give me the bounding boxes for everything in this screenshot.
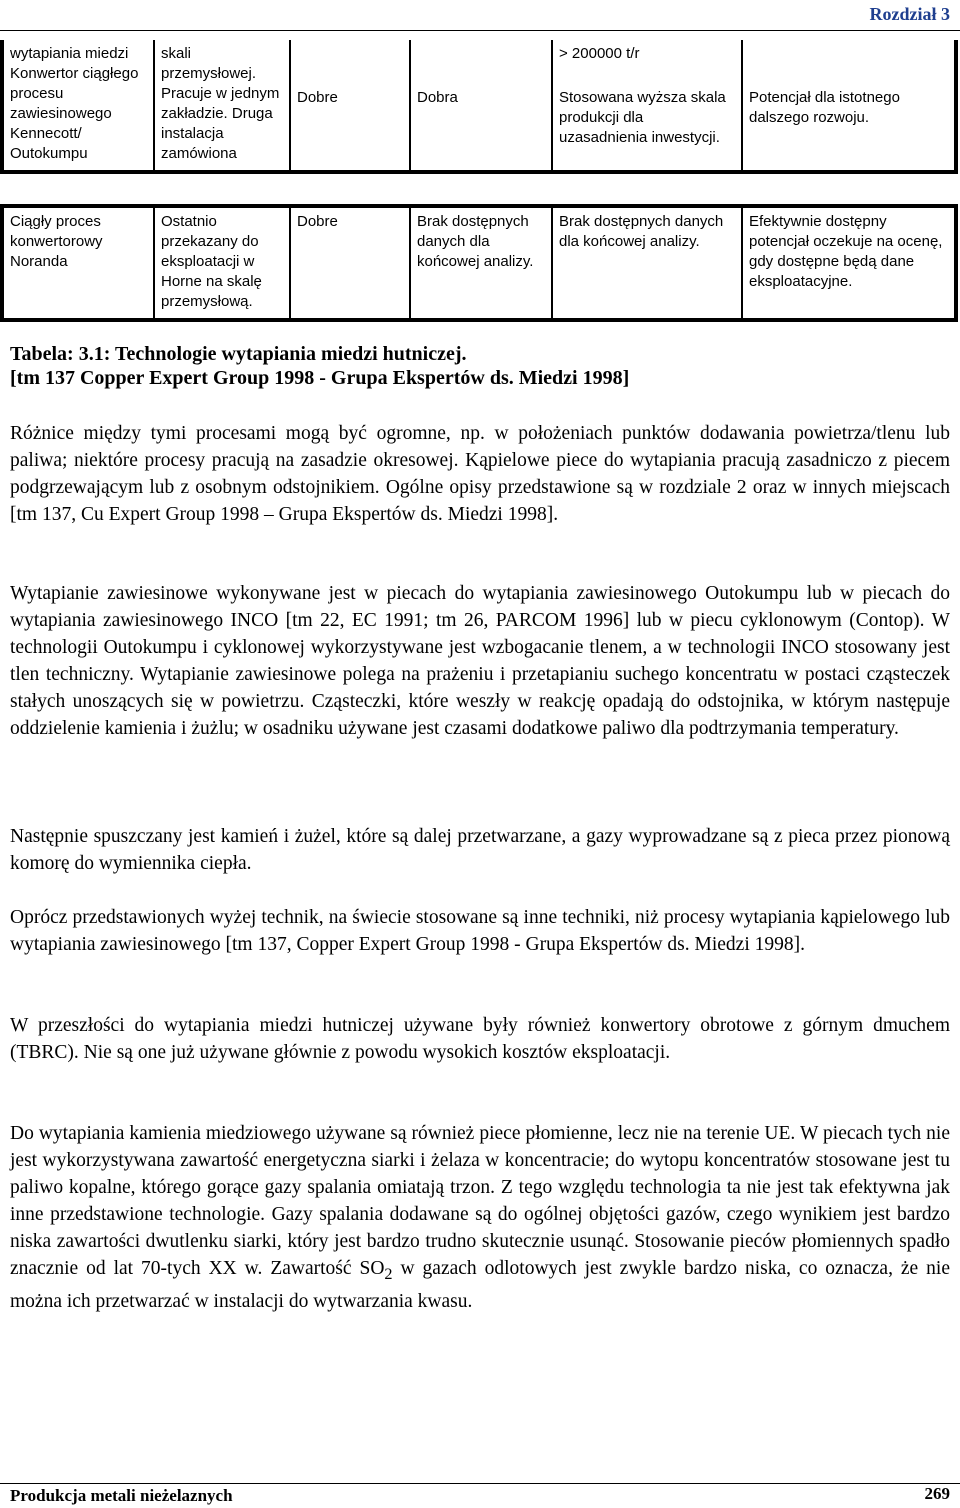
footer-rule bbox=[0, 1483, 960, 1484]
table-cell-status bbox=[154, 206, 290, 320]
paragraph-6 bbox=[10, 1120, 950, 1315]
table-row bbox=[2, 206, 956, 320]
cell-text: Ciągły proces konwertorowy Noranda bbox=[10, 213, 103, 270]
cell-text: skali przemysłowej. bbox=[161, 45, 257, 82]
cell-text: Pracuje w jednym zakładzie. Druga instalacja zamówiona bbox=[161, 85, 280, 162]
table-cell-technology bbox=[2, 206, 154, 320]
table-cell-scale bbox=[552, 40, 742, 172]
table-cell-technology bbox=[2, 40, 154, 172]
paragraph-4 bbox=[10, 904, 950, 958]
cell-text: Dobre bbox=[297, 213, 338, 230]
caption-line-1: Tabela: 3.1: Technologie wytapiania miedzi hutniczej. bbox=[10, 343, 467, 365]
header-rule bbox=[0, 30, 960, 31]
table-cell-rating-1 bbox=[290, 40, 410, 172]
table-row bbox=[2, 40, 956, 172]
cell-text: > 200000 t/r bbox=[559, 45, 640, 62]
paragraph-1 bbox=[10, 420, 950, 528]
cell-text: Dobre bbox=[297, 89, 338, 106]
cell-text: Dobra bbox=[417, 89, 458, 106]
caption-line-2: [tm 137 Copper Expert Group 1998 - Grupa Ekspertów ds. Miedzi 1998] bbox=[10, 367, 630, 389]
subscript-2: 2 bbox=[384, 1264, 393, 1283]
paragraph-text: Następnie spuszczany jest kamień i żużel, które są dalej przetwarzane, a gazy wyprowadzane są z pieca przez pionową komorę do wymiennika ciepła. bbox=[10, 826, 950, 874]
table-cell-rating-2 bbox=[410, 40, 552, 172]
cell-text: wytapiania miedzi Konwertor ciągłego procesu zawiesinowego Kennecott/ Outokumpu bbox=[10, 45, 139, 162]
paragraph-2 bbox=[10, 580, 950, 742]
table-cell-potential bbox=[742, 206, 956, 320]
paragraph-text-part: w gazach odlotowych jest zwykle bardzo niska, co oznacza, że nie można ich przetwarzać w instalacji do wytwarzania kwasu. bbox=[10, 1258, 950, 1312]
cell-text: Brak dostępnych danych dla końcowej analizy. bbox=[417, 213, 534, 270]
cell-text: Brak dostępnych danych dla końcowej analizy. bbox=[559, 213, 724, 250]
cell-text: Efektywnie dostępny potencjał oczekuje na ocenę, gdy dostępne będą dane eksploatacyjne. bbox=[749, 213, 943, 290]
table-cell-rating-1 bbox=[290, 206, 410, 320]
cell-text: Potencjał dla istotnego dalszego rozwoju. bbox=[749, 89, 900, 126]
paragraph-3 bbox=[10, 823, 950, 877]
technology-table-part-2 bbox=[0, 204, 958, 322]
page-number: 269 bbox=[924, 1484, 950, 1503]
paragraph-text bbox=[10, 1120, 950, 1315]
paragraph-text: Różnice między tymi procesami mogą być ogromne, np. w położeniach punktów dodawania powietrza/tlenu lub paliwa; niektóre procesy pracują na zasadzie okresowej. Kąpielowe piece do wytapiania pracują zasadniczo z piecem podgrzewającym lub z osobnym odstojnikiem. Ogólne opisy przedstawione są w rozdziale 2 oraz w innych miejscach [tm 137, Cu Expert Group 1998 – Grupa Ekspertów ds. Miedzi 1998]. bbox=[10, 423, 950, 525]
table-cell-potential bbox=[742, 40, 956, 172]
paragraph-text-part: Do wytapiania kamienia miedziowego używane są również piece płomienne, lecz nie na terenie UE. W piecach tych nie jest wykorzystywana zawartość energetyczna siarki i żelaza w koncentracie; do wytopu koncentratów stosowane jest tu paliwo kopalne, którego gorące gazy spalania omiatają trzon. Z tego względu technologia ta nie jest tak efektywna jak inne przedstawione technologie. Gazy spalania dodawane są do ogólnej objętości gazów, czego wynikiem jest bardzo niska zawartości dwutlenku siarki, który jest bardzo trudno skutecznie usunąć. Stosowanie pieców płomiennych spadło znacznie od lat 70-tych XX w. Zawartość SO bbox=[10, 1123, 950, 1279]
paragraph-text: Wytapianie zawiesinowe wykonywane jest w piecach do wytapiania zawiesinowego Outokumpu lub w piecach do wytapiania zawiesinowego INCO [tm 22, EC 1991; tm 26, PARCOM 1996] lub w piecu cyklonowym (Contop). W technologii Outokumpu i cyklonowej wykorzystywane jest wzbogacanie tlenem, a w technologii INCO stosowany jest tlen techniczny. Wytapianie zawiesinowe polega na prażeniu i przetapianiu suchego koncentratu w postaci cząsteczek stałych unoszących się w powietrzu. Cząsteczki, które weszły w reakcję opadają do odstojnika, w którym następuje oddzielenie kamienia i żużlu; w osadniku używane jest czasami dodatkowe paliwo dla podtrzymania temperatury. bbox=[10, 583, 950, 739]
technology-table-part-1 bbox=[0, 40, 958, 174]
table-cell-scale bbox=[552, 206, 742, 320]
cell-text: Ostatnio przekazany do eksploatacji w Horne na skalę przemysłową. bbox=[161, 213, 262, 310]
table-caption bbox=[10, 342, 629, 390]
paragraph-text: Oprócz przedstawionych wyżej technik, na świecie stosowane są inne techniki, niż procesy wytapiania kąpielowego lub wytapiania zawiesinowego [tm 137, Copper Expert Group 1998 - Grupa Ekspertów ds. Miedzi 1998]. bbox=[10, 907, 950, 955]
table-cell-status bbox=[154, 40, 290, 172]
footer-title: Produkcja metali nieżelaznych bbox=[10, 1486, 233, 1505]
cell-text: Stosowana wyższa skala produkcji dla uzasadnienia inwestycji. bbox=[559, 89, 726, 146]
table-cell-rating-2 bbox=[410, 206, 552, 320]
paragraph-5 bbox=[10, 1012, 950, 1066]
paragraph-text: W przeszłości do wytapiania miedzi hutniczej używane były również konwertory obrotowe z górnym dmuchem (TBRC). Nie są one już używane głównie z powodu wysokich kosztów eksploatacji. bbox=[10, 1015, 950, 1063]
chapter-label: Rozdział 3 bbox=[869, 4, 950, 24]
